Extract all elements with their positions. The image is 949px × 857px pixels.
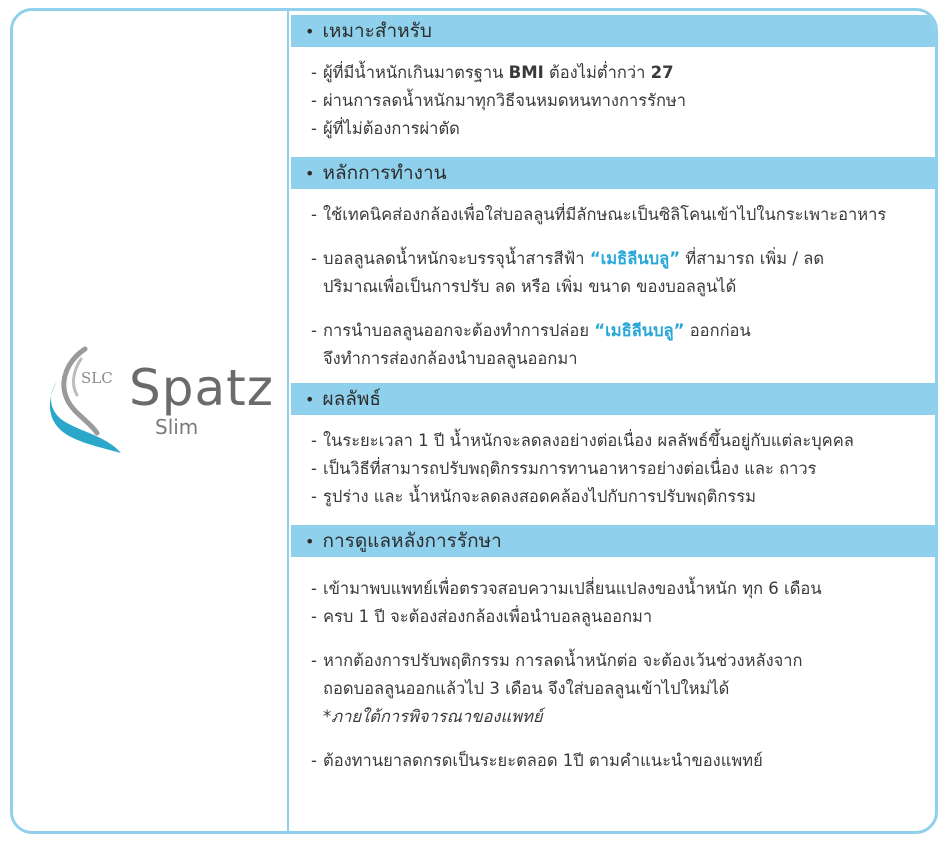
section-title: หลักการทำงาน — [322, 162, 447, 184]
list-item: - บอลลูนลดน้ำหนักจะบรรจุน้ำสารสีฟ้า “เมธิลีนบลู” ที่สามารถ เพิ่ม / ลด ปริมาณเพื่อเป็นการปรับ ลด หรือ เพิ่ม ขนาด ของบอลลูนได้ — [311, 249, 825, 296]
section-title: เหมาะสำหรับ — [322, 20, 432, 42]
list-item: - ครบ 1 ปี จะต้องส่องกล้องเพื่อนำบอลลูนออกมา — [311, 607, 653, 626]
section-header-working-principle — [291, 157, 938, 189]
bullet-icon: • — [305, 21, 315, 41]
logo-column — [13, 11, 289, 831]
section-header-suitable-for — [291, 15, 938, 47]
list-item: - การนำบอลลูนออกจะต้องทำการปล่อย “เมธิลีนบลู” ออกก่อน จึงทำการส่องกล้องนำบอลลูนออกมา — [311, 321, 751, 368]
section-items — [291, 415, 938, 525]
bullet-icon: • — [305, 163, 315, 183]
section-header-results — [291, 383, 938, 415]
list-item: - เป็นวิธีที่สามารถปรับพฤติกรรมการทานอาหารอย่างต่อเนื่อง และ ถาวร — [311, 459, 817, 478]
list-item: - ต้องทานยาลดกรดเป็นระยะตลอด 1ปี ตามคำแนะนำของแพทย์ — [311, 751, 763, 770]
section-items — [291, 47, 938, 157]
logo-prefix: SLC — [81, 369, 113, 387]
list-item: - ผู้ที่ไม่ต้องการผ่าตัด — [311, 119, 460, 138]
list-item: - เข้ามาพบแพทย์เพื่อตรวจสอบความเปลี่ยนแปลงของน้ำหนัก ทุก 6 เดือน — [311, 579, 822, 598]
list-item: - ผู้ที่มีน้ำหนักเกินมาตรฐาน BMI ต้องไม่ต่ำกว่า 27 — [311, 63, 674, 82]
logo-brand: Spatz — [129, 359, 274, 417]
spatz-slim-logo — [37, 341, 274, 461]
list-item: - หากต้องการปรับพฤติกรรม การลดน้ำหนักต่อ จะต้องเว้นช่วงหลังจาก ถอดบอลลูนออกแล้วไป 3 เดือน จึงใส่บอลลูนเข้าไปใหม่ได้ *ภายใต้การพิจารณาของแพทย์ — [311, 651, 803, 726]
section-title: ผลลัพธ์ — [322, 388, 381, 410]
bullet-icon: • — [305, 531, 315, 551]
logo-sub: Slim — [155, 415, 199, 439]
bullet-icon: • — [305, 389, 315, 409]
list-item: - ในระยะเวลา 1 ปี น้ำหนักจะลดลงอย่างต่อเนื่อง ผลลัพธ์ขึ้นอยู่กับแต่ละบุคคล — [311, 431, 854, 450]
list-item: - รูปร่าง และ น้ำหนักจะลดลงสอดคล้องไปกับการปรับพฤติกรรม — [311, 487, 756, 506]
section-items — [291, 189, 938, 383]
section-header-aftercare — [291, 525, 938, 557]
list-item: - ผ่านการลดน้ำหนักมาทุกวิธีจนหมดหนทางการรักษา — [311, 91, 687, 110]
list-item: - ใช้เทคนิคส่องกล้องเพื่อใส่บอลลูนที่มีลักษณะเป็นซิลิโคนเข้าไปในกระเพาะอาหาร — [311, 205, 887, 224]
section-items — [291, 557, 938, 775]
content-column — [291, 11, 938, 775]
section-title: การดูแลหลังการรักษา — [322, 530, 502, 552]
info-card — [10, 8, 938, 834]
